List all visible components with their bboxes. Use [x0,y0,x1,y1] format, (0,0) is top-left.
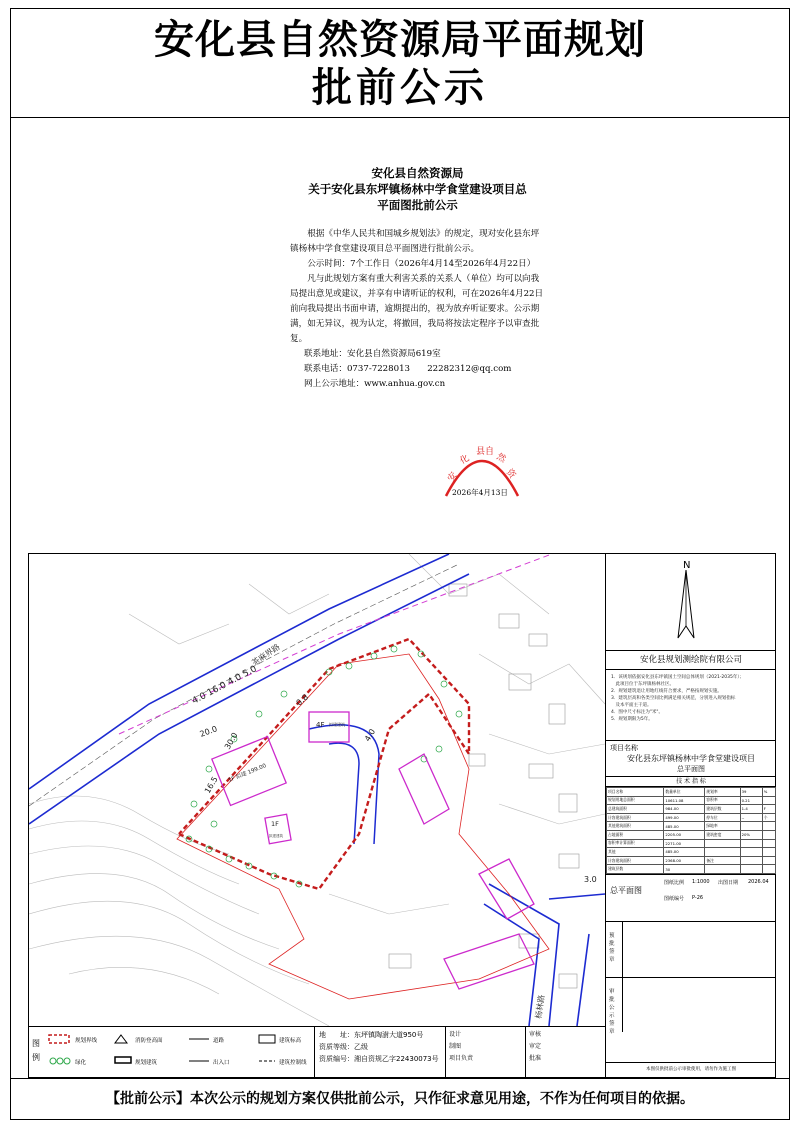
surveyor-cert: 资质编号：湘自资规乙字22430073号 [319,1055,439,1063]
indicator-row [607,805,776,814]
legend-item: 建筑控制线 [279,1060,307,1066]
indicator-cell: 个 [762,813,775,822]
indicator-cell: 容积率计算面积 [607,839,664,848]
legend-item: 消防登高面 [135,1038,163,1044]
indicator-cell: 规划率 [705,788,740,797]
project-label: 项目名称 [610,744,638,752]
indicator-cell [705,839,740,848]
surveyor-info [314,1027,606,1078]
indicator-cell [762,856,775,865]
notice-title-1: 安化县自然资源局 [371,166,464,180]
sig-draw: 制图 [449,1043,462,1050]
surveyor-grade: 资质等级：乙级 [319,1043,368,1051]
note-line: 4．图中尺寸标注为"米"。 [611,710,664,715]
road-widths: 4.0 16.0 4.0 5.0 [190,664,259,707]
indicator-cell: 建筑层数 [705,805,740,814]
dim-30b: 3.0 [584,875,597,884]
svg-text:资: 资 [503,467,518,481]
indicator-row [607,839,776,848]
dim-30: 30.0 [222,731,240,751]
indicator-cell [740,856,762,865]
indicator-cell: 容积率 [705,796,740,805]
legend-item: 规划界线 [75,1038,98,1044]
north-label: N [683,560,691,571]
svg-text:县自: 县自 [476,447,495,457]
indicator-cell: 2368.00 [664,856,705,865]
indicator-cell: 备注 [705,856,740,865]
notice-paragraph-1: 根据《中华人民共和国城乡规划法》的规定，现对安化县东坪镇杨林中学食堂建设项目总平面图进行批前公示。 [290,229,540,254]
indicator-cell: 计容建筑面积 [607,856,664,865]
road-label-yanglin: 杨林路 [534,994,547,1020]
project-name: 安化县东坪镇杨林中学食堂建设项目 [627,754,755,763]
indicator-row [607,865,776,874]
svg-text:然: 然 [494,451,508,466]
indicator-cell [762,848,775,857]
note-line: 5．规划期限为5年。 [611,717,653,722]
title-block-footer: 本图仅供批前公示审批使用，请勿作为施工图 [606,1062,776,1077]
indicator-cell: 占地面积 [607,830,664,839]
sheet-info [606,874,776,921]
approval-label-1: 预批签章 [609,932,615,963]
sheet-title: 总平面图 [610,885,642,895]
building-main-label: 1F 拟建 199.00 [227,763,268,784]
building-4f-name: 拟建建筑 [329,722,345,727]
indicator-cell: 规划用地总面积 [607,796,664,805]
indicator-cell [762,822,775,831]
indicator-row [607,813,776,822]
company-name: 安化县规划测绘院有限公司 [606,651,776,670]
site-plan-map [29,554,605,1026]
indicator-cell: 建筑密度 [705,830,740,839]
svg-text:化: 化 [458,453,472,467]
scale-value: 1:1000 [692,878,710,885]
sheet-number: P-26 [692,894,704,901]
indicator-row [607,830,776,839]
indicator-table [606,787,776,874]
legend-label: 图例 [32,1039,40,1062]
notice-address: 联系地址：安化县自然资源局619室 [304,349,441,359]
indicator-cell [762,796,775,805]
indicator-cell: 建筑层数 [607,865,664,874]
notice-paragraph-3: 凡与此规划方案有重大利害关系的关系人（单位）均可以向我局提出意见或建议，并享有申请听证的权利，可在2026年4月22日前向我局提出书面申请，逾期提出的，视为放弃听证要求。公示期满，如无异议，视为认定，将撤回，我局将按法定程序予以审查批复。 [290,274,544,344]
building-1f-label: 1F [271,820,279,828]
legend-item: 出入口 [213,1060,230,1066]
scale-label: 图纸比例 [664,879,685,886]
note-line: 2．规划建筑退让用地红线符合要求，严格按规划实施。 [611,689,722,694]
approval-label-2: 审批公示签章 [609,988,615,1035]
legend-symbols [29,1027,314,1078]
project-info [606,741,776,777]
notice-title-2: 关于安化县东坪镇杨林中学食堂建设项目总 [308,182,527,196]
surveyor-address: 地 址：东坪镇陶澍大道950号 [319,1031,424,1039]
approval-area [606,921,776,1035]
notice-phone: 联系电话：0737-7228013 22282312@qq.com [304,364,512,374]
indicator-cell: 485.00 [664,848,705,857]
notice-document [290,165,545,392]
indicator-row [607,796,776,805]
indicator-cell: 30 [664,865,705,874]
indicator-cell: 10611.08 [664,796,705,805]
indicator-row [607,848,776,857]
project-sub: 总平面图 [677,765,705,773]
indicator-cell: 绿地率 [705,822,740,831]
note-line: 1．该规划依据安化县东坪镇国土空间总体规划（2021-2035年）； [611,675,745,680]
dim-08: 0.8 [294,692,311,708]
sig-verify: 审定 [529,1043,542,1050]
dim-40: 4.0 [362,727,378,743]
design-notes [606,670,776,741]
page-header [10,8,790,118]
seal-date: 2026年4月13日 [452,488,508,497]
building-1f-name: 拟建建筑 [269,834,283,838]
dim-165: 16.5 [202,775,220,795]
indicator-cell: 计容建筑面积 [607,813,664,822]
indicator-cell: 1-4 [740,805,762,814]
legend-item: 道路 [213,1038,225,1044]
indicator-cell [705,865,740,874]
indicator-cell: 2271.00 [664,839,705,848]
indicator-cell: 499.00 [664,813,705,822]
indicator-cell: -- [740,813,762,822]
north-arrow [606,554,776,651]
title-block [605,554,776,1077]
indicator-cell [762,830,775,839]
indicator-cell: 984.00 [664,805,705,814]
page-title: 安化县自然资源局平面规划 [154,17,646,63]
road-label-chamajie: 茶麻界路 [250,642,282,668]
notice-paragraph-2: 公示时间：7个工作日（2026年4月14至2026年4月22日） [307,259,536,269]
note-line: 及本平面主干道。 [611,703,652,708]
indicator-row [607,856,776,865]
building-4f-label: 4F [316,721,325,729]
legend-item: 绿化 [75,1060,87,1066]
legend-item: 建筑标高 [279,1038,302,1044]
indicator-cell: % [762,788,775,797]
notice-website: 网上公示地址：www.anhua.gov.cn [304,379,446,389]
legend-item: 规划建筑 [135,1060,158,1066]
indicator-cell: 停车位 [705,813,740,822]
legend [29,1026,605,1078]
sheet-number-label: 图纸编号 [664,895,685,902]
date-value: 2026.04 [748,878,769,885]
indicator-cell: 485.00 [664,822,705,831]
indicator-cell: 数量单位 [664,788,705,797]
sig-check: 审核 [529,1031,542,1038]
notice-title-3: 平面图批前公示 [377,198,458,212]
indicator-cell: 其他建筑面积 [607,822,664,831]
indicator-cell [740,839,762,848]
indicator-cell: 项目名称 [607,788,664,797]
indicator-cell [762,839,775,848]
indicator-table-title: 技 术 指 标 [606,777,776,787]
indicator-cell: 39 [740,788,762,797]
indicator-row [607,788,776,797]
indicator-cell [740,848,762,857]
indicator-cell [762,865,775,874]
indicator-cell: 其他 [607,848,664,857]
indicator-cell: 0.21 [740,796,762,805]
sig-approve: 批准 [529,1055,542,1062]
note-line: 3．建筑层高和各类空间比例满足相关规范，分别进入规划指标 [611,696,736,701]
note-line: 此项目位于东坪镇杨林社区。 [611,682,674,687]
sig-leader: 项目负责 [449,1055,474,1062]
indicator-cell: 2205.00 [664,830,705,839]
svg-text:安: 安 [446,470,460,484]
indicator-cell [705,848,740,857]
indicator-cell: F [762,805,775,814]
indicator-cell [740,865,762,874]
page-footer: 【批前公示】本次公示的规划方案仅供批前公示，只作征求意见用途，不作为任何项目的依据。 [10,1078,790,1120]
indicator-cell: 总建筑面积 [607,805,664,814]
page-subtitle: 批前公示 [312,65,488,111]
indicator-row [607,822,776,831]
compass-icon [606,554,776,650]
date-label: 出图日期 [718,879,739,886]
site-plan-drawing [28,553,776,1078]
indicator-cell [740,822,762,831]
sig-design: 设计 [449,1031,462,1038]
indicator-cell: 20% [740,830,762,839]
dim-20: 20.0 [198,724,219,739]
